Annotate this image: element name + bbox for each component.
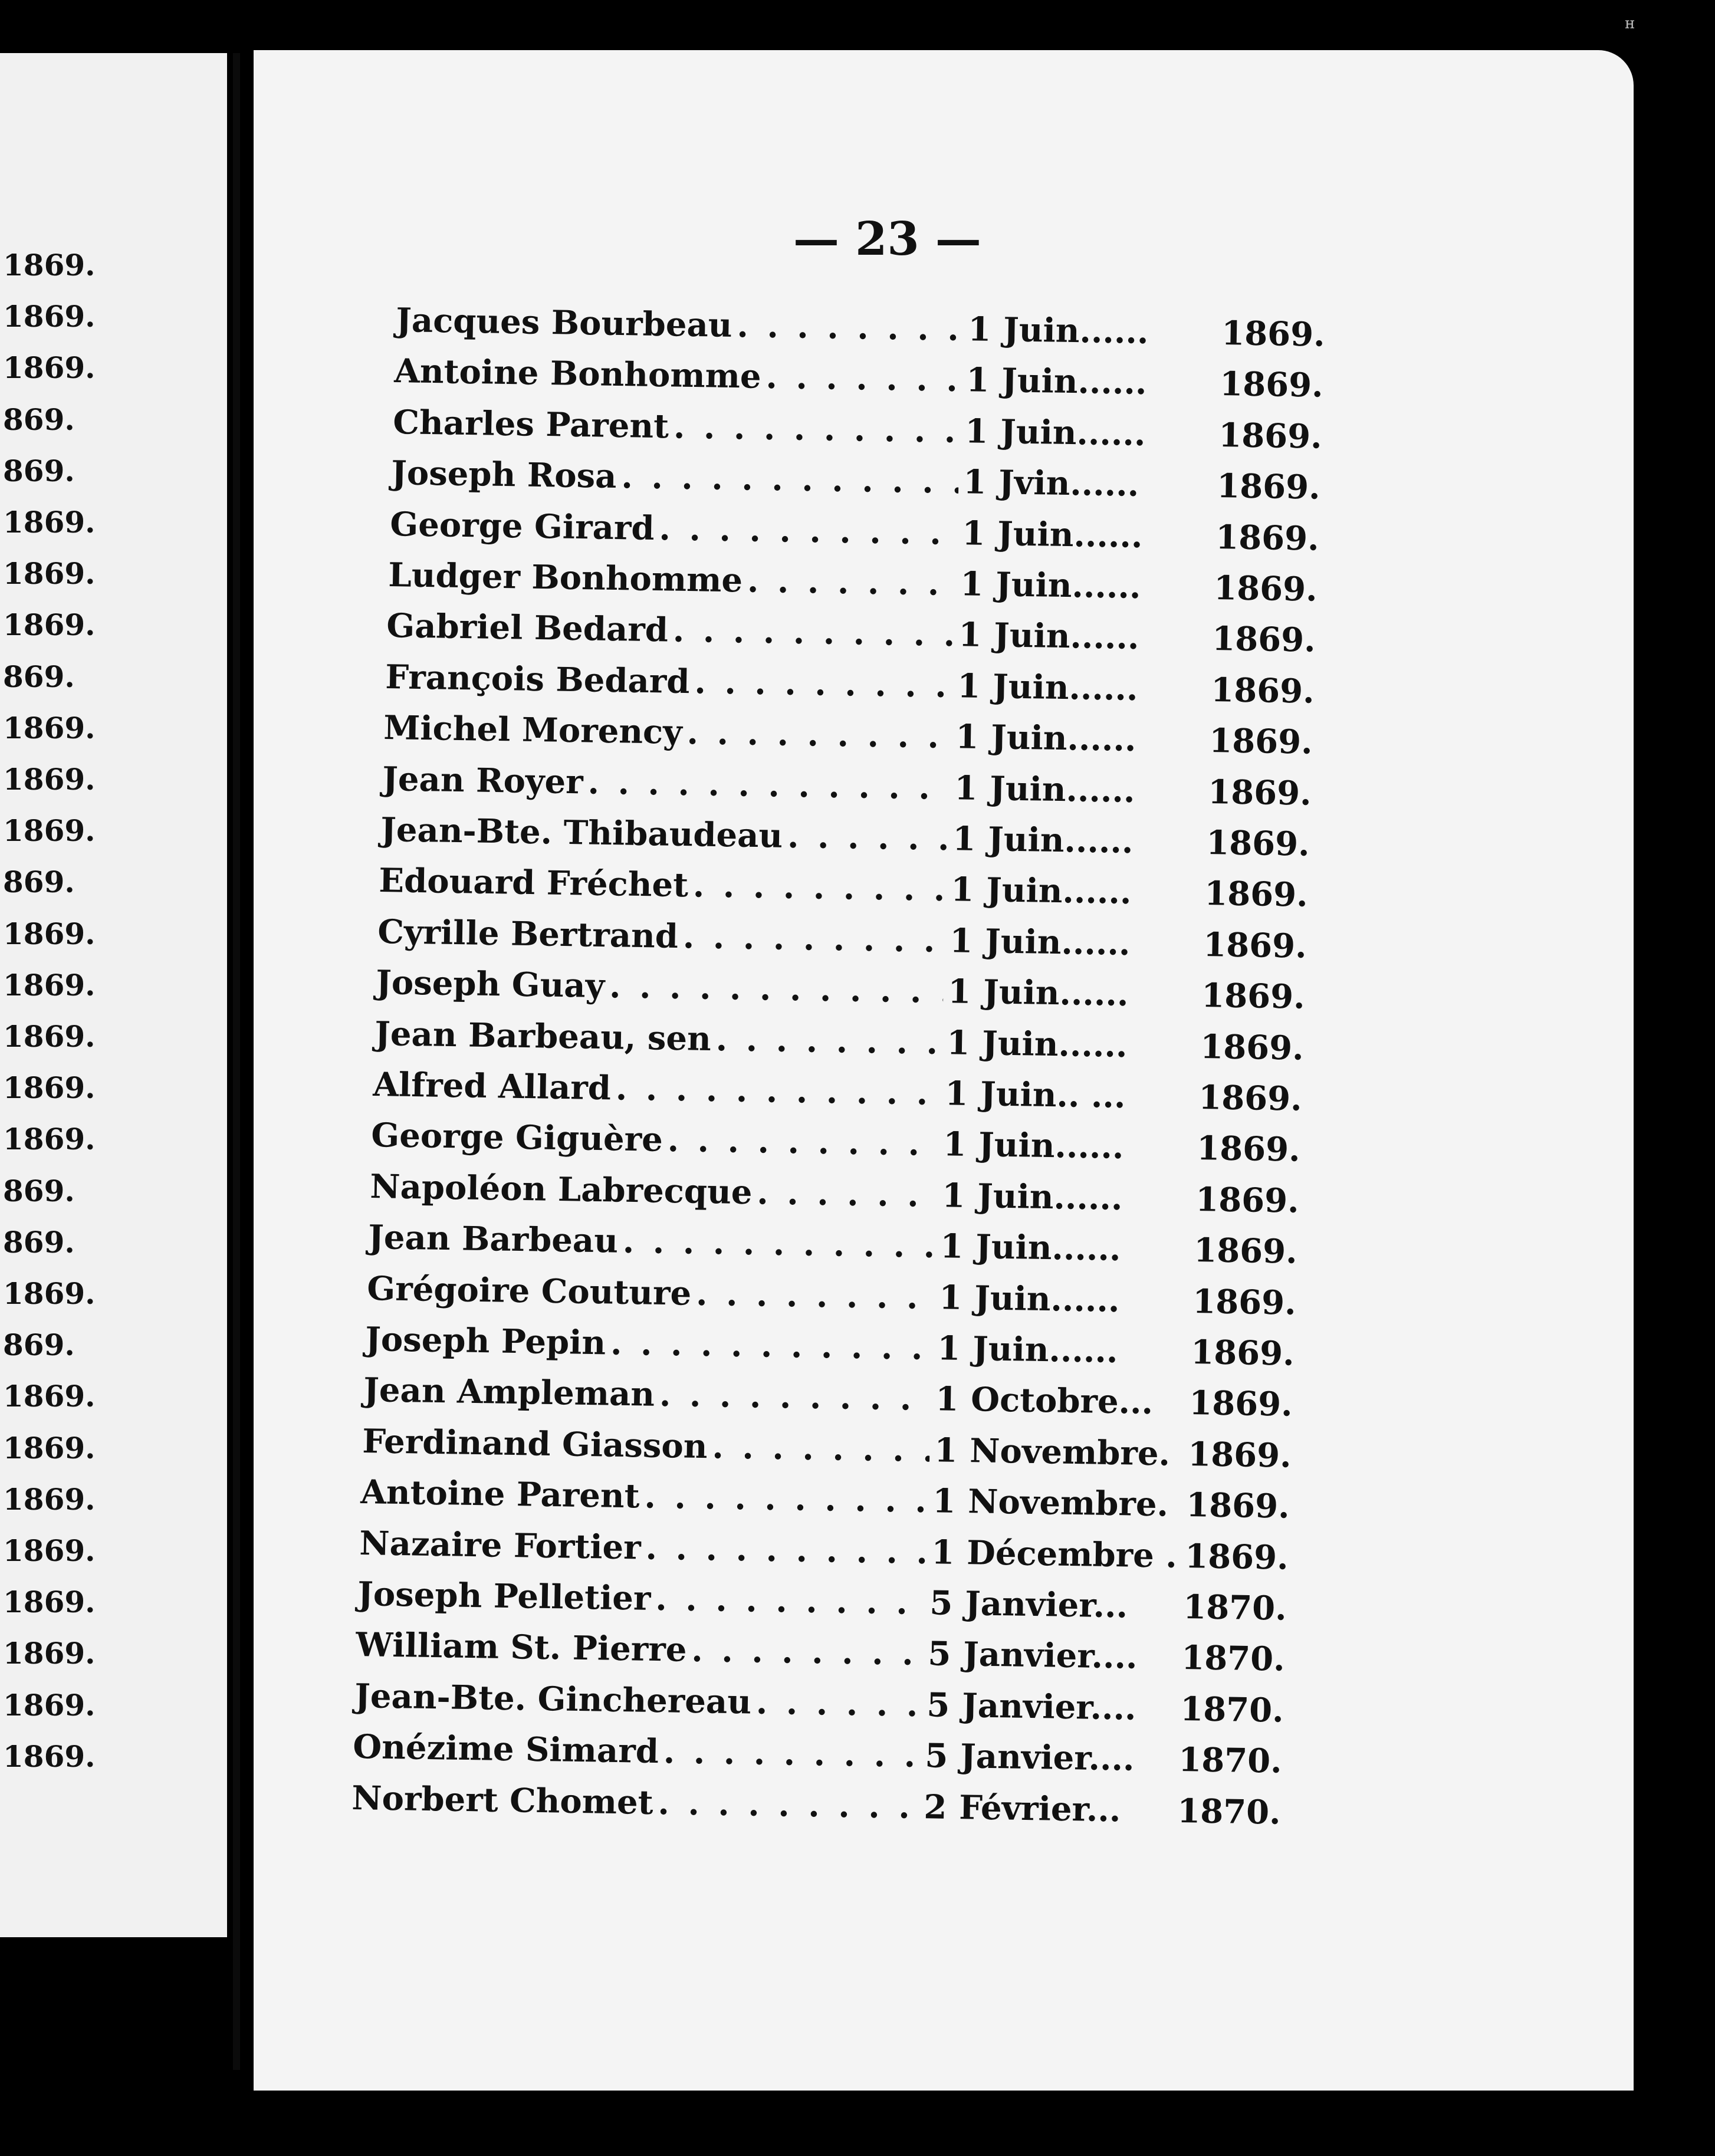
entry-name: George Giguère	[371, 1116, 663, 1160]
entry-name: François Bedard	[385, 657, 690, 701]
left-page-year: 1869.	[3, 1738, 96, 1774]
dot-leader	[757, 1173, 938, 1215]
dot-leader	[609, 967, 944, 1011]
dot-leader	[673, 611, 954, 654]
left-page-year: 869.	[3, 402, 75, 437]
left-page-year: 1869.	[3, 813, 96, 849]
left-page-year: 1869.	[3, 1533, 96, 1568]
entry-day: 1	[963, 462, 987, 502]
entry-day: 1	[946, 1023, 970, 1063]
entry-year: 1869.	[1185, 1485, 1290, 1526]
entry-year: 1869.	[1187, 1434, 1292, 1475]
left-page-year: 1869.	[3, 1276, 96, 1311]
corner-mark: н	[1625, 15, 1635, 32]
entry-month: Juin......	[1003, 310, 1149, 352]
dot-leader	[621, 457, 959, 501]
entry-name: Norbert Chomet	[351, 1778, 653, 1822]
entry-name: Onézime Simard	[353, 1727, 659, 1772]
left-page-year: 1869.	[3, 762, 96, 797]
dot-leader	[673, 407, 960, 451]
dot-leader	[691, 1631, 924, 1673]
dot-leader	[645, 1528, 927, 1571]
left-page-year: 1869.	[3, 248, 96, 282]
entry-month: Décembre .	[966, 1533, 1177, 1576]
entry-month: Janvier...	[964, 1584, 1128, 1626]
left-page-year: 869.	[3, 865, 75, 900]
entry-day: 1	[932, 1481, 957, 1521]
left-page-year: 1869.	[3, 299, 96, 334]
left-page-year: 1869.	[3, 1070, 96, 1106]
entry-day: 1	[944, 1074, 968, 1113]
entry-name: Jean Barbeau, sen	[374, 1014, 711, 1059]
entry-month: Juin......	[983, 972, 1129, 1014]
entry-year: 1869.	[1216, 466, 1321, 507]
left-page-year: 1869.	[3, 916, 96, 951]
dot-leader	[693, 866, 947, 909]
entry-name: Grégoire Couture	[366, 1268, 692, 1313]
entry-year: 1869.	[1213, 568, 1318, 609]
left-page-year: 1869.	[3, 556, 96, 591]
entry-name: Joseph Guay	[376, 963, 605, 1006]
dot-leader	[644, 1477, 928, 1521]
entry-year: 1869.	[1195, 1179, 1299, 1221]
entry-month: Juin......	[977, 1176, 1123, 1218]
entry-day: 1	[951, 870, 975, 910]
entry-name: Alfred Allard	[372, 1065, 612, 1108]
left-page-fragment	[0, 53, 227, 1937]
dot-leader	[587, 763, 950, 807]
entry-year: 1870.	[1181, 1638, 1286, 1680]
entry-year: 1869.	[1192, 1281, 1296, 1323]
entry-day: 1	[940, 1227, 964, 1267]
entry-day: 1	[948, 972, 972, 1012]
entry-day: 5	[926, 1685, 950, 1725]
entry-name: Michel Morency	[383, 708, 683, 752]
entry-year: 1869.	[1220, 364, 1324, 406]
entry-year: 1869.	[1184, 1536, 1289, 1577]
entry-month: Novembre.	[968, 1482, 1169, 1524]
entry-year: 1870.	[1177, 1791, 1281, 1832]
dot-leader	[610, 1324, 933, 1368]
entry-name: Antoine Parent	[360, 1473, 640, 1516]
entry-year: 1869.	[1198, 1077, 1303, 1119]
entry-day: 1	[961, 513, 985, 553]
entry-month: Janvier....	[961, 1685, 1136, 1728]
entry-month: Juin......	[989, 768, 1135, 810]
entry-name: Gabriel Bedard	[386, 606, 669, 650]
entry-day: 2	[923, 1787, 947, 1827]
entry-name: Jean-Bte. Ginchereau	[354, 1676, 752, 1722]
entry-day: 5	[928, 1634, 952, 1674]
entry-name: Edouard Fréchet	[379, 861, 689, 905]
left-page-year: 869.	[3, 1224, 75, 1260]
dot-leader	[694, 662, 953, 705]
dot-leader	[755, 1682, 922, 1724]
dot-leader	[765, 357, 962, 399]
dot-leader	[686, 713, 951, 756]
dot-leader	[623, 1222, 936, 1266]
entry-month: Juin......	[987, 820, 1134, 862]
entry-name: Joseph Pepin	[364, 1320, 606, 1363]
entry-month: Juin.. ...	[980, 1074, 1126, 1116]
entry-name: Jean Ampleman	[363, 1370, 655, 1415]
entry-day: 1	[943, 1125, 967, 1165]
entry-month: Juin......	[972, 1329, 1119, 1371]
entry-month: Juin......	[974, 1278, 1120, 1320]
entry-month: Janvier....	[960, 1737, 1135, 1779]
entry-month: Juin......	[984, 921, 1131, 963]
left-page-year: 1869.	[3, 1481, 96, 1517]
entry-name: Joseph Pelletier	[357, 1575, 652, 1618]
entry-name: Jean Royer	[382, 759, 583, 801]
book-gutter	[233, 53, 240, 2070]
entry-day: 5	[925, 1736, 949, 1776]
entry-name: Jean-Bte. Thibaudeau	[380, 810, 783, 856]
left-page-year: 1869.	[3, 1585, 96, 1620]
entry-year: 1870.	[1180, 1689, 1284, 1730]
entry-year: 1869.	[1190, 1332, 1295, 1373]
entry-month: Juin......	[995, 565, 1142, 607]
entry-name: Ferdinand Giasson	[362, 1421, 708, 1466]
dot-leader	[659, 1375, 931, 1418]
entry-year: 1869.	[1210, 670, 1315, 711]
entry-year: 1869.	[1200, 1027, 1304, 1068]
left-page-year: 1869.	[3, 1687, 96, 1723]
entry-day: 1	[952, 819, 976, 859]
entry-name: Joseph Rosa	[391, 453, 617, 497]
entry-month: Octobre...	[971, 1380, 1154, 1422]
entry-year: 1869.	[1221, 313, 1326, 354]
entry-month: Juin......	[986, 870, 1132, 912]
left-page-year: 1869.	[3, 967, 96, 1003]
left-page-year: 869.	[3, 1173, 75, 1208]
dot-leader	[668, 1120, 939, 1164]
entry-month: Février...	[958, 1787, 1121, 1830]
entry-month: Juin......	[981, 1023, 1128, 1065]
entry-year: 1869.	[1204, 874, 1309, 915]
dot-leader	[737, 306, 964, 349]
dot-leader	[715, 1020, 942, 1062]
entry-month: Juin......	[1001, 361, 1148, 403]
dot-leader	[682, 917, 945, 960]
entry-year: 1869.	[1215, 517, 1319, 558]
left-page-year: 1869.	[3, 505, 96, 540]
entry-day: 1	[931, 1532, 955, 1572]
entry-month: Janvier....	[963, 1635, 1138, 1677]
dot-leader	[787, 817, 948, 858]
entry-day: 1	[935, 1379, 960, 1419]
entry-month: Juin......	[992, 666, 1138, 708]
entry-day: 1	[949, 921, 973, 961]
entry-name: William St. Pierre	[356, 1625, 688, 1670]
entry-name: Jacques Bourbeau	[395, 301, 733, 345]
entry-month: Juin......	[1000, 412, 1146, 453]
entry-name: Cyrille Bertrand	[377, 912, 679, 956]
left-page-year: 869.	[3, 453, 75, 488]
left-page-year: 1869.	[3, 1636, 96, 1671]
entry-year: 1869.	[1208, 721, 1313, 762]
entry-day: 1	[967, 310, 991, 349]
left-page-year: 1869.	[3, 607, 96, 643]
entry-month: Juin......	[978, 1125, 1125, 1167]
entry-year: 1869.	[1218, 415, 1322, 456]
entry-name: George Girard	[389, 504, 655, 548]
dot-leader	[615, 1069, 940, 1113]
entry-day: 1	[938, 1277, 962, 1317]
left-page-year: 1869.	[3, 350, 96, 386]
dot-leader	[663, 1732, 921, 1775]
left-page-year: 1869.	[3, 1019, 96, 1054]
dot-leader	[747, 561, 956, 604]
dot-leader	[658, 1783, 919, 1826]
entry-name: Jean Barbeau	[368, 1218, 619, 1261]
page-number: — 23 —	[793, 212, 981, 266]
entry-month: Juin......	[991, 718, 1137, 760]
left-page-year: 869.	[3, 659, 75, 694]
entry-name: Antoine Bonhomme	[394, 351, 762, 397]
dot-leader	[655, 1579, 925, 1622]
dot-leader	[695, 1274, 934, 1316]
left-page-year: 1869.	[3, 1379, 96, 1414]
entry-year: 1869.	[1201, 976, 1306, 1017]
left-page-year: 1869.	[3, 1430, 96, 1465]
entry-day: 1	[960, 564, 984, 604]
entry-day: 1	[964, 412, 988, 451]
dot-leader	[712, 1427, 930, 1470]
entry-year: 1869.	[1189, 1383, 1293, 1425]
entry-year: 1870.	[1182, 1587, 1287, 1628]
entry-year: 1869.	[1205, 823, 1310, 864]
entry-day: 1	[954, 768, 978, 808]
entry-month: Novembre.	[969, 1431, 1171, 1474]
entry-year: 1870.	[1178, 1740, 1283, 1781]
entry-day: 1	[937, 1329, 961, 1368]
entry-year: 1869.	[1203, 925, 1307, 966]
entry-month: Juin......	[975, 1227, 1122, 1269]
entry-day: 1	[957, 666, 981, 706]
entry-year: 1869.	[1193, 1231, 1298, 1271]
entry-month: Jvin......	[998, 463, 1140, 505]
entry-name: Ludger Bonhomme	[387, 556, 743, 600]
left-page-year: 1869.	[3, 710, 96, 745]
entry-day: 1	[966, 360, 990, 400]
entry-year: 1869.	[1197, 1129, 1301, 1170]
entry-name: Napoléon Labrecque	[369, 1166, 753, 1212]
entry-day: 1	[934, 1431, 958, 1470]
left-page-year: 869.	[3, 1327, 75, 1363]
entry-day: 5	[929, 1583, 953, 1623]
entry-day: 1	[941, 1176, 965, 1215]
entry-month: Juin......	[994, 616, 1140, 658]
entry-year: 1869.	[1207, 772, 1312, 813]
entry-name: Charles Parent	[392, 402, 669, 446]
entry-month: Juin......	[997, 514, 1143, 556]
left-page-year: 1869.	[3, 1122, 96, 1157]
dot-leader	[659, 509, 958, 553]
entry-day: 1	[958, 615, 983, 655]
entry-year: 1869.	[1212, 619, 1316, 660]
entry-day: 1	[955, 717, 980, 757]
entry-name: Nazaire Fortier	[359, 1523, 641, 1567]
